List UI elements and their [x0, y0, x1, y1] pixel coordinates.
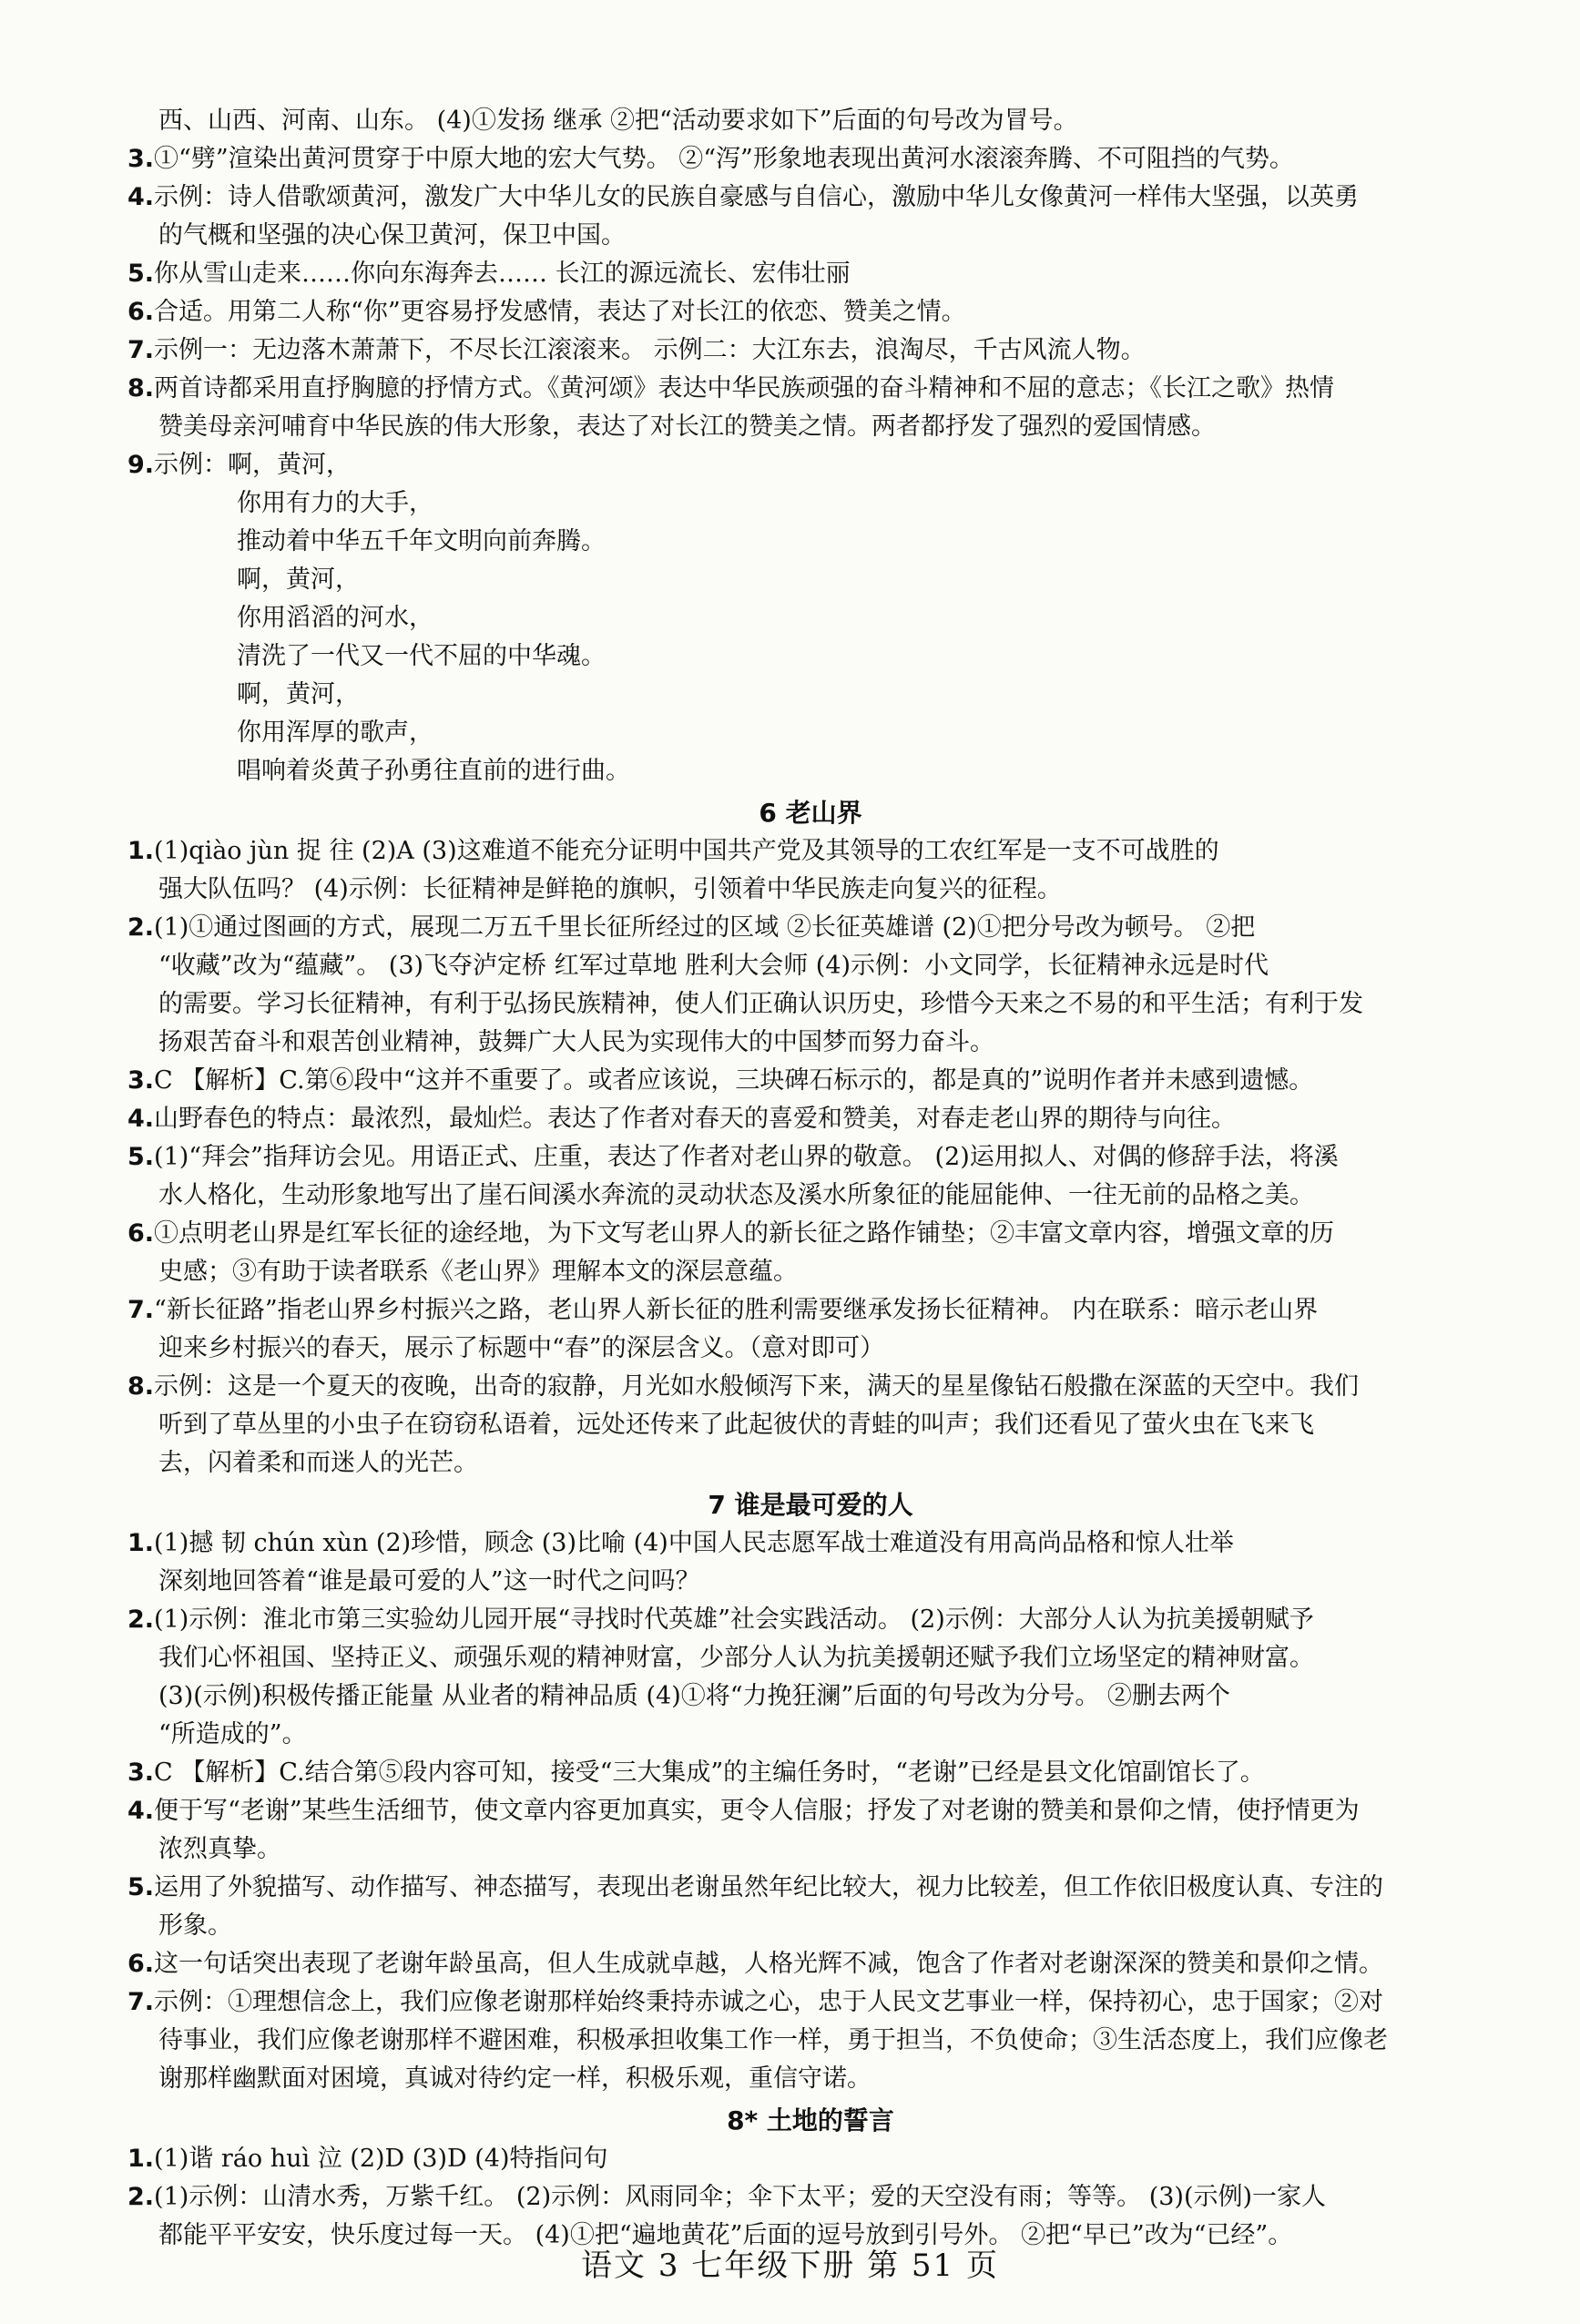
answer-item: [127, 331, 1493, 370]
item-number: 8.: [127, 374, 155, 403]
item-number: 3.: [127, 145, 155, 173]
item-text: 合适。用第二人称“你”更容易抒发感情，表达了对长江的依恋、赞美之情。: [154, 298, 966, 326]
poem-line: 推动着中华五千年文明向前奔腾。: [237, 527, 606, 556]
continuation-line: 迎来乡村振兴的春天，展示了标题中“春”的深层含义。（意对即可）: [158, 1334, 885, 1362]
continuation-line: (3)(示例)积极传播正能量 从业者的精神品质 (4)①将“力挽狂澜”后面的句号改为分号。 ②删去两个: [158, 1682, 1230, 1710]
answer-item: [127, 2178, 1493, 2217]
item-number: 6.: [127, 298, 155, 326]
item-text: ①“劈”渲染出黄河贯穿于中原大地的宏大气势。 ②“泻”形象地表现出黄河水滚滚奔腾、不可阻挡的气势。: [154, 145, 1294, 173]
answer-item: [127, 140, 1493, 178]
continuation-line: 听到了草丛里的小虫子在窃窃私语着，远处还传来了此起彼伏的青蛙的叫声；我们还看见了萤火虫在飞来飞: [158, 1411, 1314, 1439]
item-text: 便于写“老谢”某些生活细节，使文章内容更加真实，更令人信服；抒发了对老谢的赞美和景仰之情，使抒情更为: [154, 1797, 1360, 1825]
answer-item: [127, 1062, 1493, 1100]
item-number: 9.: [127, 451, 155, 479]
answer-item: [127, 1291, 1493, 1330]
poem-line: 你用浑厚的歌声，: [237, 719, 433, 747]
poem-line: 啊，黄河，: [237, 680, 360, 708]
item-text: 你从雪山走来……你向东海奔去…… 长江的源远流长、宏伟壮丽: [154, 260, 851, 288]
answer-item: [127, 178, 1493, 217]
item-number: 7.: [127, 1988, 155, 2016]
continuation-line: 待事业，我们应像老谢那样不避困难，积极承担收集工作一样，勇于担当，不负使命；③生活态度上，我们应像老: [158, 2026, 1388, 2054]
answer-item: [127, 446, 1493, 484]
item-text: “新长征路”指老山界乡村振兴之路，老山界人新长征的胜利需要继承发扬长征精神。 内在联系：暗示老山界: [154, 1296, 1319, 1324]
item-text: 运用了外貌描写、动作描写、神态描写，表现出老谢虽然年纪比较大，视力比较差，但工作依旧极度认真、专注的: [154, 1873, 1384, 1901]
answer-item: [127, 293, 1493, 331]
item-text: ①点明老山界是红军长征的途经地，为下文写老山界人的新长征之路作铺垫；②丰富文章内容，增强文章的历: [154, 1219, 1335, 1248]
continuation-line: 扬艰苦奋斗和艰苦创业精神，鼓舞广大人民为实现伟大的中国梦而努力奋斗。: [158, 1028, 994, 1056]
continuation-line: 都能平平安安，快乐度过每一天。 (4)①把“遍地黄花”后面的逗号放到引号外。 ②把“早已”改为“已经”。: [158, 2221, 1293, 2249]
continuation-line: 强大队伍吗？ (4)示例：长征精神是鲜艳的旗帜，引领着中华民族走向复兴的征程。: [158, 875, 1062, 903]
item-text: 示例：①理想信念上，我们应像老谢那样始终秉持赤诚之心，忠于人民文艺事业一样，保持初心，忠于国家；②对: [154, 1988, 1384, 2016]
answer-item: [127, 1524, 1493, 1563]
continuation-line: 的气概和坚强的决心保卫黄河，保卫中国。: [158, 221, 626, 250]
answer-item: [127, 1100, 1493, 1138]
poem-line: 唱响着炎黄子孙勇往直前的进行曲。: [237, 757, 630, 785]
section-heading: 7 谁是最可爱的人: [708, 1490, 913, 1520]
continuation-line: 谢那样幽默面对困境，真诚对待约定一样，积极乐观，重信守诺。: [158, 2064, 872, 2093]
item-text: (1)“拜会”指拜访会见。用语正式、庄重，表达了作者对老山界的敬意。 (2)运用拟人、对偶的修辞手法，将溪: [154, 1143, 1339, 1171]
item-number: 1.: [127, 2145, 155, 2173]
item-text: 这一句话突出表现了老谢年龄虽高，但人生成就卓越，人格光辉不减，饱含了作者对老谢深深的赞美和景仰之情。: [154, 1950, 1384, 1978]
answer-item: [127, 1945, 1493, 1983]
continuation-line: “所造成的”。: [158, 1720, 307, 1748]
item-number: 5.: [127, 260, 155, 288]
item-text: 山野春色的特点：最浓烈，最灿烂。表达了作者对春天的喜爱和赞美，对春走老山界的期待与向往。: [154, 1105, 1237, 1133]
continuation-line: 的需要。学习长征精神，有利于弘扬民族精神，使人们正确认识历史，珍惜今天来之不易的和平生活；有利于发: [158, 990, 1363, 1018]
poem-line: 你用有力的大手，: [237, 489, 433, 517]
item-number: 1.: [127, 837, 155, 865]
item-number: 4.: [127, 1105, 155, 1133]
item-text: (1)①通过图画的方式，展现二万五千里长征所经过的区域 ②长征英雄谱 (2)①把分号改为顿号。 ②把: [154, 913, 1256, 942]
poem-line: 你用滔滔的河水，: [237, 604, 433, 632]
answer-item: [127, 832, 1493, 871]
item-number: 2.: [127, 913, 155, 942]
answer-item: [127, 255, 1493, 293]
continuation-line: 形象。: [158, 1911, 232, 1940]
item-text: (1)示例：淮北市第三实验幼儿园开展“寻找时代英雄”社会实践活动。 (2)示例：大部分人认为抗美援朝赋予: [154, 1605, 1314, 1634]
answer-item: [127, 370, 1493, 408]
continuation-line: 去，闪着柔和而迷人的光芒。: [158, 1449, 478, 1477]
item-number: 5.: [127, 1143, 155, 1171]
answer-item: [127, 909, 1493, 947]
item-number: 6.: [127, 1219, 155, 1248]
poem-line: 清洗了一代又一代不屈的中华魂。: [237, 642, 606, 670]
continuation-line: “收藏”改为“蕴藏”。 (3)飞夺泸定桥 红军过草地 胜利大会师 (4)示例：小文同学，长征精神永远是时代: [158, 952, 1269, 980]
item-number: 8.: [127, 1372, 155, 1401]
continuation-line: 史感；③有助于读者联系《老山界》理解本文的深层意蕴。: [158, 1258, 798, 1286]
item-number: 4.: [127, 1797, 155, 1825]
item-text: C 【解析】C.结合第⑤段内容可知，接受“三大集成”的主编任务时，“老谢”已经是县文化馆副馆长了。: [154, 1758, 1265, 1787]
answer-content: [127, 102, 1493, 2255]
item-text: (1)撼 韧 chún xùn (2)珍惜，顾念 (3)比喻 (4)中国人民志愿军战士难道没有用高尚品格和惊人壮举: [154, 1529, 1234, 1557]
item-number: 7.: [127, 336, 155, 364]
item-number: 1.: [127, 1529, 155, 1557]
answer-item: [127, 1869, 1493, 1907]
item-text: 示例一：无边落木萧萧下，不尽长江滚滚来。 示例二：大江东去，浪淘尽，千古风流人物。: [154, 336, 1146, 364]
answer-item: [127, 1754, 1493, 1792]
item-text: (1)qiào jùn 捉 往 (2)A (3)这难道不能充分证明中国共产党及其领导的工农红军是一支不可战胜的: [154, 837, 1219, 865]
item-text: (1)谐 ráo huì 泣 (2)D (3)D (4)特指问句: [154, 2145, 608, 2173]
continuation-line: 深刻地回答着“谁是最可爱的人”这一时代之问吗？: [158, 1567, 700, 1595]
continuation-line: 西、山西、河南、山东。 (4)①发扬 继承 ②把“活动要求如下”后面的句号改为冒号。: [158, 107, 1078, 135]
section-heading: 6 老山界: [759, 798, 862, 828]
item-number: 5.: [127, 1873, 155, 1901]
answer-item: [127, 1138, 1493, 1177]
continuation-line: 赞美母亲河哺育中华民族的伟大形象，表达了对长江的赞美之情。两者都抒发了强烈的爱国情感。: [158, 413, 1216, 441]
item-text: C 【解析】C.第⑥段中“这并不重要了。或者应该说，三块碑石标示的，都是真的”说明作者并未感到遗憾。: [154, 1066, 1314, 1095]
poem-line: 啊，黄河，: [237, 566, 360, 594]
continuation-line: 浓烈真挚。: [158, 1835, 281, 1863]
item-number: 6.: [127, 1950, 155, 1978]
continuation-line: 我们心怀祖国、坚持正义、顽强乐观的精神财富，少部分人认为抗美援朝还赋予我们立场坚定的精神财富。: [158, 1644, 1314, 1672]
item-number: 3.: [127, 1066, 155, 1095]
answer-item: [127, 1792, 1493, 1830]
item-number: 7.: [127, 1296, 155, 1324]
item-number: 2.: [127, 2183, 155, 2211]
item-text: (1)示例：山清水秀，万紫千红。 (2)示例：风雨同伞；伞下太平；爱的天空没有雨；等等。 (3)(示例)一家人: [154, 2183, 1327, 2211]
answer-item: [127, 1215, 1493, 1253]
answer-item: [127, 2140, 1493, 2178]
answer-item: [127, 1368, 1493, 1406]
item-text: 两首诗都采用直抒胸臆的抒情方式。《黄河颂》表达中华民族顽强的奋斗精神和不屈的意志；《长江之歌》热情: [154, 374, 1335, 403]
item-number: 3.: [127, 1758, 155, 1787]
item-text: 示例：诗人借歌颂黄河，激发广大中华儿女的民族自豪感与自信心，激励中华儿女像黄河一样伟大坚强，以英勇: [154, 183, 1360, 211]
item-text: 示例：啊，黄河，: [154, 451, 352, 479]
continuation-line: 水人格化，生动形象地写出了崖石间溪水奔流的灵动状态及溪水所象征的能屈能伸、一往无前的品格之美。: [158, 1181, 1314, 1209]
answer-item: [127, 1601, 1493, 1639]
item-number: 4.: [127, 183, 155, 211]
section-heading: 8* 土地的誓言: [727, 2105, 894, 2135]
page-footer: 语文 3 七年级下册 第 51 页: [581, 2248, 999, 2284]
answer-item: [127, 1983, 1493, 2022]
item-text: 示例：这是一个夏天的夜晚，出奇的寂静，月光如水般倾泻下来，满天的星星像钻石般撒在深蓝的天空中。我们: [154, 1372, 1360, 1401]
item-number: 2.: [127, 1605, 155, 1634]
